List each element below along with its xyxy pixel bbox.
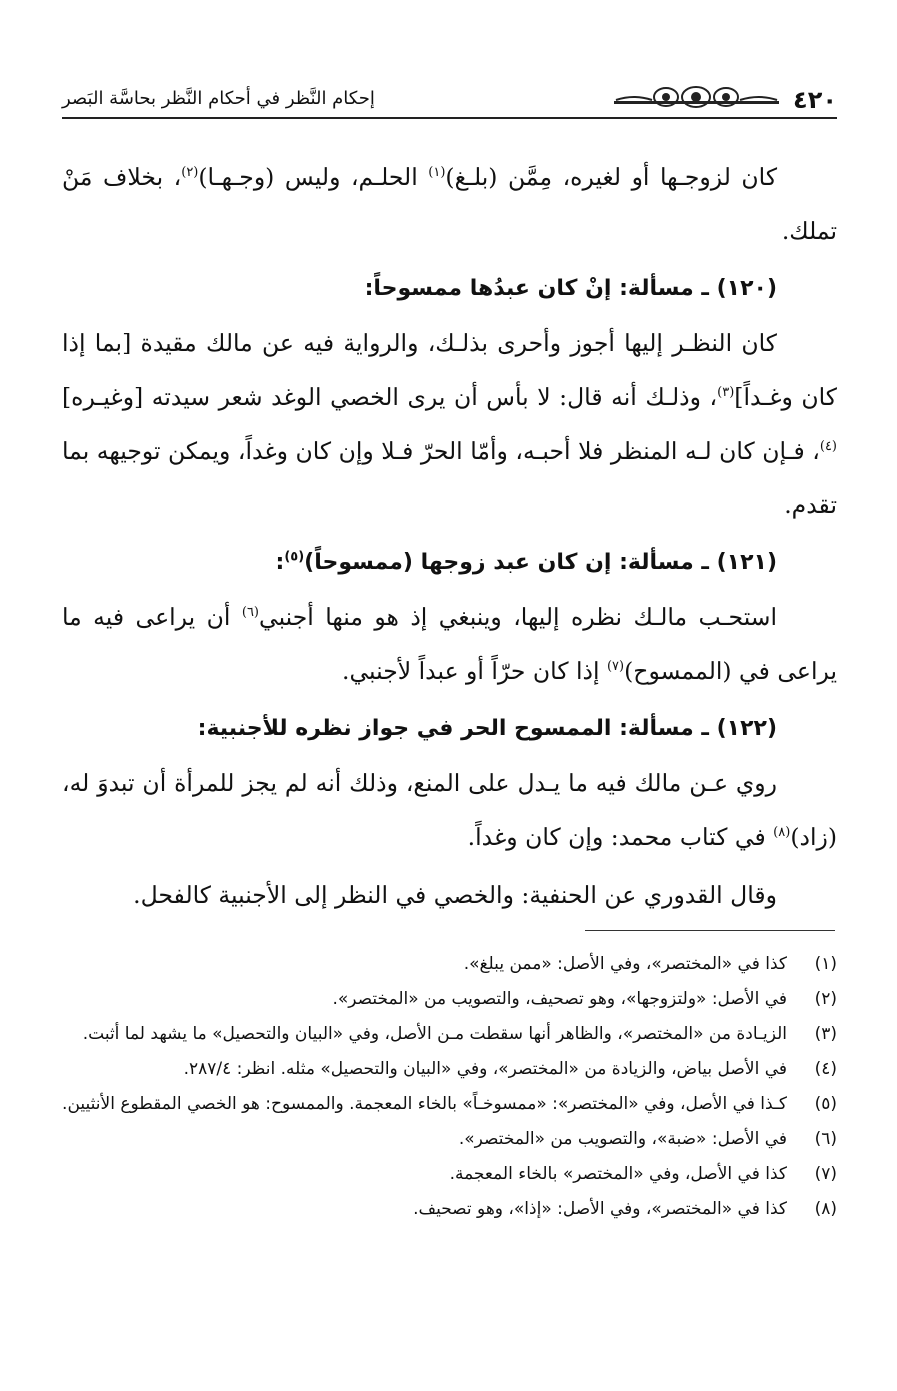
decorative-ornament-icon bbox=[614, 84, 779, 110]
footnote-ref: (٧) bbox=[606, 659, 625, 675]
text-run: روي عـن مالك فيه ما يـدل على المنع، وذلك أنه لم يجز للمرأة أن تبدوَ له، (زاد) bbox=[62, 769, 837, 851]
footnote-number: (٤) bbox=[814, 1059, 837, 1079]
footnote-number: (٣) bbox=[814, 1024, 837, 1044]
text-run: ، بخلاف مَنْ تملك. bbox=[62, 163, 837, 245]
footnote-ref: (٢) bbox=[181, 165, 199, 181]
footnote-ref: (٣) bbox=[717, 385, 735, 401]
footnote-ref: (١) bbox=[428, 165, 446, 181]
footnote-text: في الأصل: «ضبة»، والتصويب من «المختصر». bbox=[458, 1129, 787, 1149]
footnote-text: كـذا في الأصل، وفي «المختصر»: «ممسوخـاً» بالخاء المعجمة. والممسوح: هو الخصي المقطوع الأنثيين. bbox=[62, 1094, 787, 1114]
footnote-number: (٦) bbox=[814, 1129, 837, 1149]
text-run: أن يراعى فيه ما يراعى في (الممسوح) bbox=[62, 603, 837, 685]
paragraph-5: وقال القدوري عن الحنفية: والخصي في النظر إلى الأجنبية كالفحل. bbox=[133, 881, 777, 909]
text-run: إذا كان حرّاً أو عبداً لأجنبي. bbox=[341, 657, 607, 685]
footnote-2 bbox=[62, 985, 837, 1014]
footnote-text: كذا في «المختصر»، وفي الأصل: «ممن يبلغ». bbox=[463, 954, 787, 974]
text-run: استحـب مالـك نظره إليها، وينبغي إذ هو منها أجنبي bbox=[259, 603, 778, 631]
footnote-number: (١) bbox=[814, 954, 837, 974]
text-run: ، فـإن كان لـه المنظر فلا أحبـه، وأمّا الحرّ فـلا وإن كان وغداً، ويمكن توجيهه بما تقدم. bbox=[62, 437, 837, 519]
text-run: الحلـم، وليس (وجـهـا) bbox=[198, 163, 429, 191]
footnote-1 bbox=[62, 950, 837, 979]
footnote-ref: (٨) bbox=[773, 825, 791, 841]
main-text bbox=[62, 150, 837, 922]
footnote-4 bbox=[62, 1055, 837, 1084]
footnote-separator bbox=[585, 930, 835, 931]
text-run: كان النظـر إليها أجوز وأحرى بذلـك، والرواية فيه عن مالك مقيدة [بما إذا كان وغـداً] bbox=[62, 329, 837, 411]
footnote-number: (٨) bbox=[814, 1199, 837, 1219]
text-run: ، وذلـك أنه قال: لا بأس أن يرى الخصي الوغد شعر سيدته [وغيـره] bbox=[62, 383, 718, 411]
footnote-5 bbox=[62, 1090, 837, 1119]
footnote-text: في الأصل بياض، والزيادة من «المختصر»، وفي «البيان والتحصيل» مثله. انظر: ٢٨٧/٤. bbox=[183, 1059, 787, 1079]
section-heading-120: (١٢٠) ـ مسألة: إنْ كان عبدُها ممسوحاً: bbox=[364, 276, 777, 301]
footnote-7 bbox=[62, 1160, 837, 1189]
section-heading-121 bbox=[62, 536, 777, 590]
footnote-text: كذا في الأصل، وفي «المختصر» بالخاء المعجمة. bbox=[449, 1164, 787, 1184]
heading-text: : bbox=[275, 550, 285, 575]
text-run: كان لزوجـها أو لغيره، مِمَّن (بلـغ) bbox=[445, 163, 778, 191]
paragraph-2 bbox=[62, 316, 837, 532]
heading-text: (١٢١) ـ مسألة: إن كان عبد زوجها (ممسوحاً) bbox=[304, 550, 777, 575]
footnote-ref: (٦) bbox=[241, 605, 259, 621]
footnotes bbox=[62, 950, 837, 1230]
paragraph-4 bbox=[62, 756, 837, 864]
page-number: ٤٢٠ bbox=[793, 86, 837, 114]
paragraph-1 bbox=[62, 150, 837, 258]
paragraph-3 bbox=[62, 590, 837, 698]
footnote-text: في الأصل: «ولتزوجها»، وهو تصحيف، والتصويب من «المختصر». bbox=[332, 989, 787, 1009]
footnote-text: الزيـادة من «المختصر»، والظاهر أنها سقطت مـن الأصل، وفي «البيان والتحصيل» ما يشهد لما أثبت. bbox=[82, 1024, 787, 1044]
footnote-ref: (٥) bbox=[284, 549, 305, 565]
footnote-ref: (٤) bbox=[819, 439, 837, 455]
footnote-number: (٢) bbox=[814, 989, 837, 1009]
footnote-3 bbox=[62, 1020, 837, 1049]
footnote-number: (٥) bbox=[814, 1094, 837, 1114]
footnote-8 bbox=[62, 1195, 837, 1224]
section-heading-122: (١٢٢) ـ مسألة: الممسوح الحر في جواز نظره للأجنبية: bbox=[197, 716, 777, 741]
text-run: في كتاب محمد: وإن كان وغداً. bbox=[467, 823, 774, 851]
footnote-text: كذا في «المختصر»، وفي الأصل: «إذا»، وهو تصحيف. bbox=[413, 1199, 787, 1219]
running-title: إحكام النَّظر في أحكام النَّظر بحاسَّة البَصر bbox=[62, 88, 375, 109]
footnote-number: (٧) bbox=[814, 1164, 837, 1184]
footnote-6 bbox=[62, 1125, 837, 1154]
header-rule bbox=[62, 117, 837, 119]
page-header bbox=[62, 82, 837, 116]
